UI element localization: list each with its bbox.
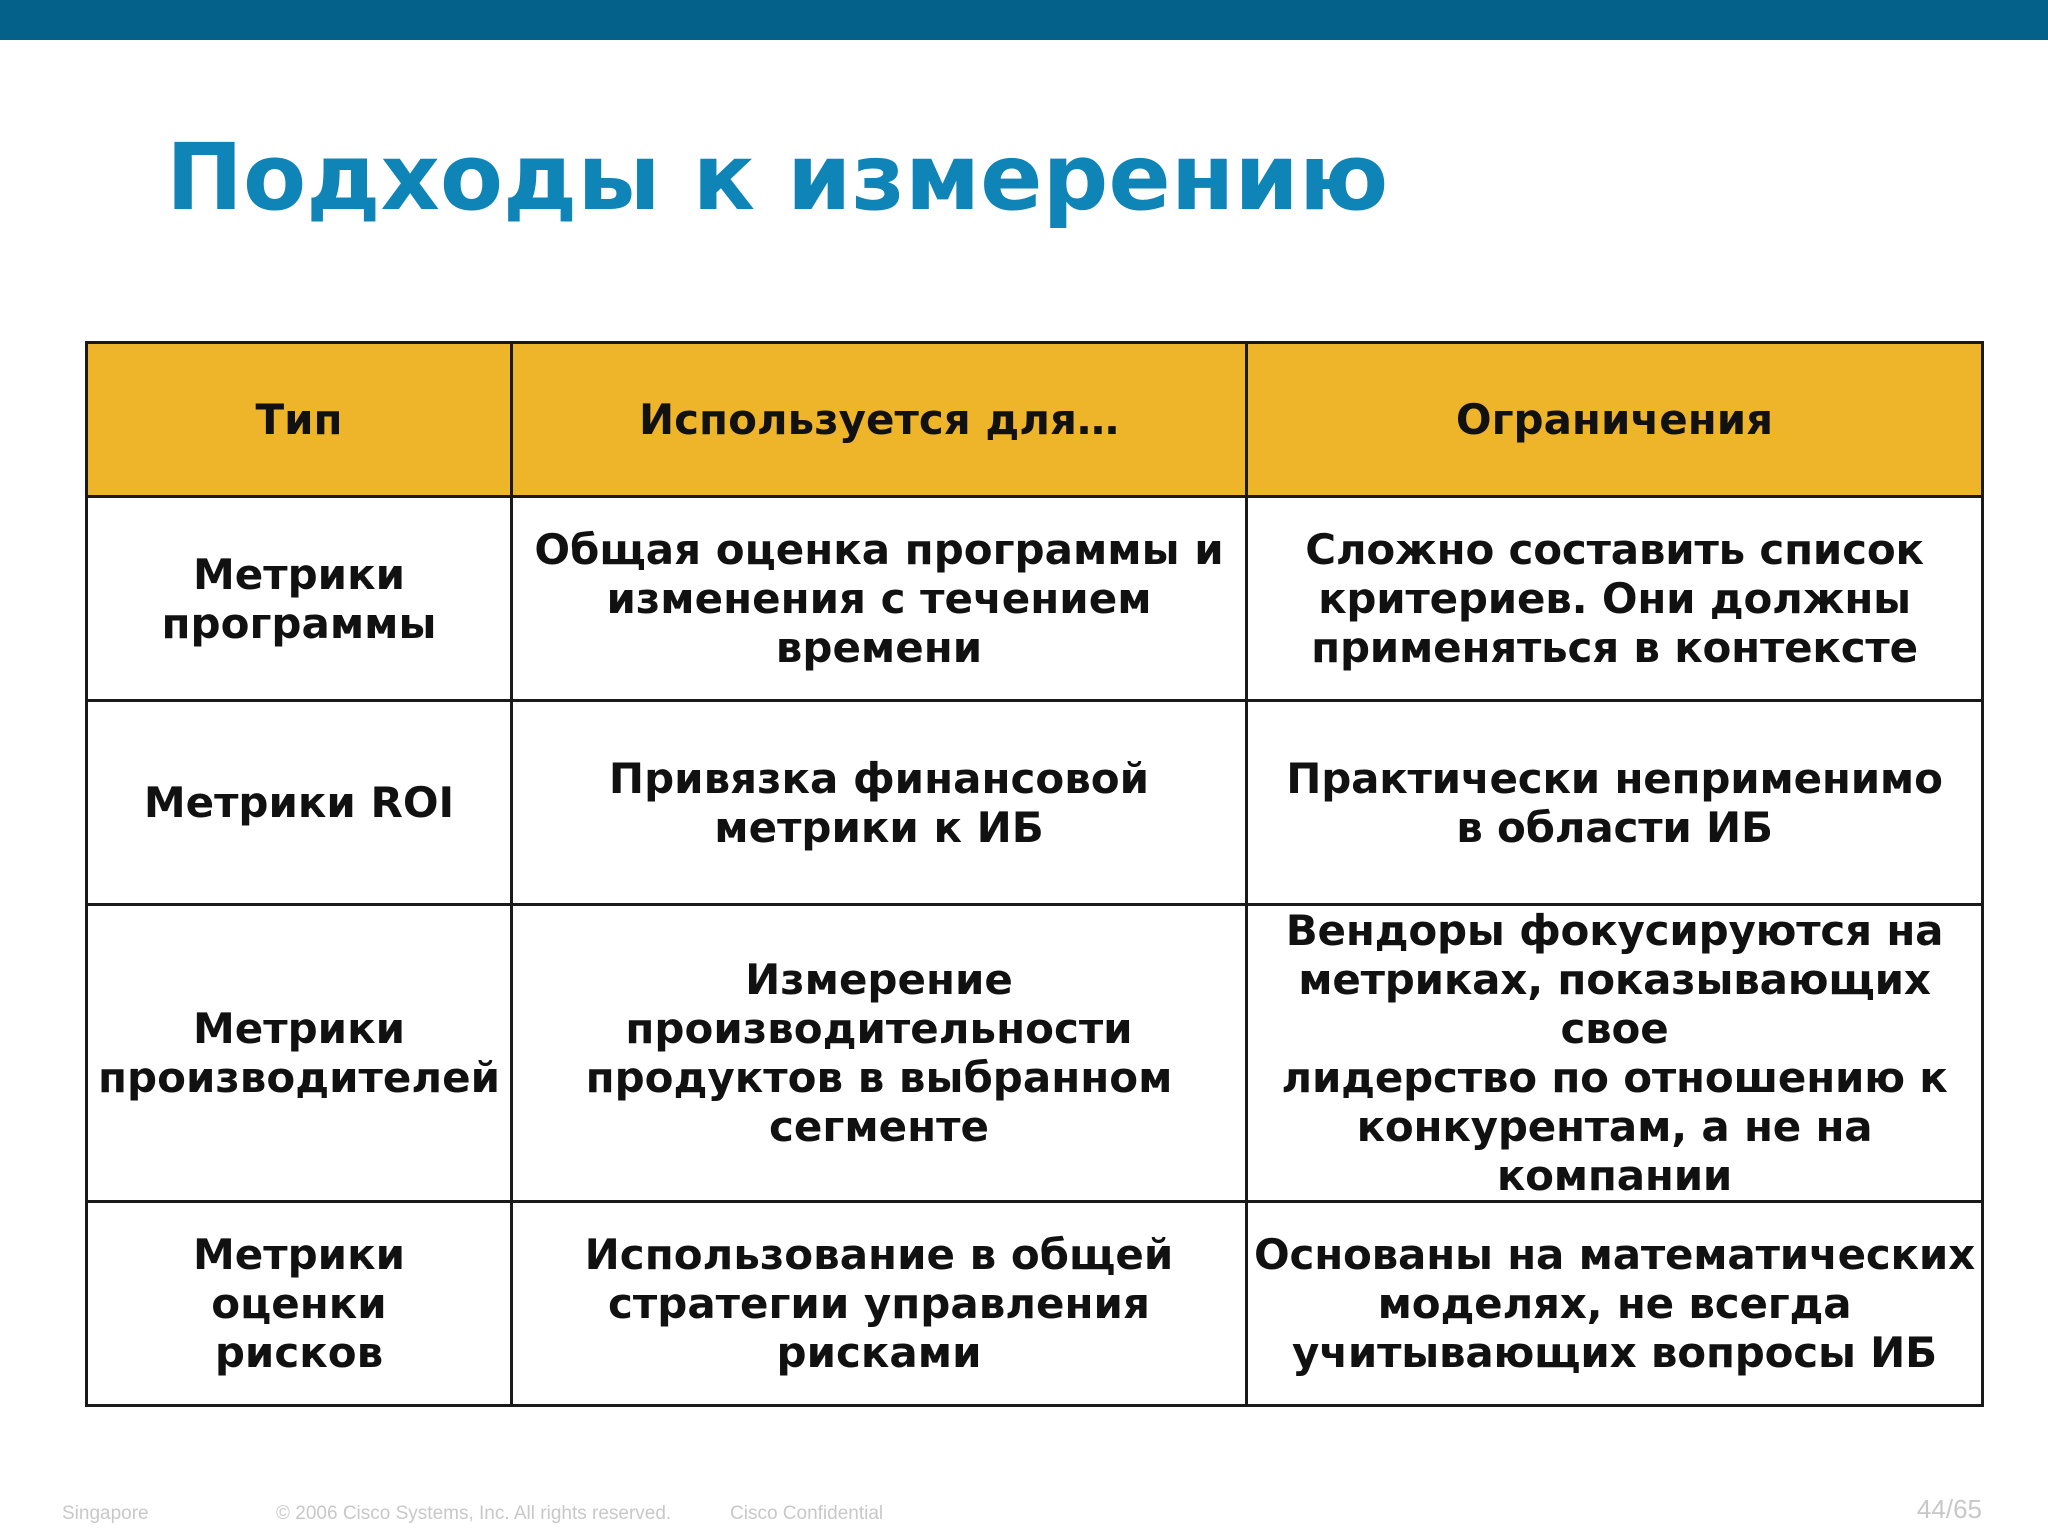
cell-line: Метрики оценки [192,1230,406,1328]
footer-confidential: Cisco Confidential [730,1503,884,1524]
cell-type [87,497,512,701]
cell-line: производительности [625,1004,1133,1053]
cell-line: Метрики ROI [143,778,455,827]
cell-limitations [1247,701,1983,905]
cell-line: лидерство по отношению к [1281,1053,1948,1102]
slide-title: Подходы к измерению [166,124,1389,231]
cell-line: метриках, показывающих свое [1298,955,1931,1053]
cell-line: критериев. Они должны [1318,574,1911,623]
cell-line: Привязка финансовой [608,753,1150,803]
cell-line: Сложно составить список [1305,525,1924,574]
page-number: 44/65 [1916,1494,1982,1524]
cell-line: Использование в общей [584,1230,1174,1279]
cell-line: учитывающих вопросы ИБ [1292,1328,1937,1377]
cell-type [87,905,512,1202]
cell-line: Метрики [192,1004,406,1053]
cell-line: производителей [98,1053,501,1102]
cell-line: конкурентам, а не на компании [1356,1102,1873,1200]
table-header-row [87,343,1983,497]
footer-copyright: © 2006 Cisco Systems, Inc. All rights reserved. [276,1503,672,1524]
cell-line: Метрики [192,549,406,599]
table-row [87,905,1983,1202]
top-banner [0,0,2048,40]
cell-line: в области ИБ [1456,802,1773,852]
cell-line: моделях, не всегда [1377,1279,1852,1328]
cell-limitations [1247,1202,1983,1406]
cell-line: программы [161,598,437,648]
cell-line: метрики к ИБ [714,802,1044,852]
header-used-for: Используется для… [512,343,1247,497]
table-row [87,701,1983,905]
metrics-table [85,341,1984,1407]
cell-limitations [1247,905,1983,1202]
header-limitations: Ограничения [1247,343,1983,497]
cell-line: продуктов в выбранном [585,1053,1173,1102]
header-type: Тип [87,343,512,497]
cell-used-for [512,701,1247,905]
table-row [87,497,1983,701]
table-row [87,1202,1983,1406]
cell-limitations [1247,497,1983,701]
cell-line: рисков [214,1328,384,1377]
cell-type [87,701,512,905]
footer-location: Singapore [62,1503,149,1524]
cell-line: Измерение [745,955,1013,1004]
cell-used-for [512,497,1247,701]
cell-line: Вендоры фокусируются на [1285,906,1944,955]
cell-used-for [512,905,1247,1202]
cell-line: Общая оценка программы и [534,525,1224,574]
cell-line: времени [775,623,983,672]
cell-line: Основаны на математических [1254,1230,1975,1279]
cell-line: сегменте [769,1102,989,1151]
cell-used-for [512,1202,1247,1406]
cell-type [87,1202,512,1406]
cell-line: применяться в контексте [1311,623,1918,672]
cell-line: изменения с течением [606,574,1152,623]
cell-line: стратегии управления рисками [608,1279,1150,1377]
cell-line: Практически неприменимо [1286,753,1943,803]
